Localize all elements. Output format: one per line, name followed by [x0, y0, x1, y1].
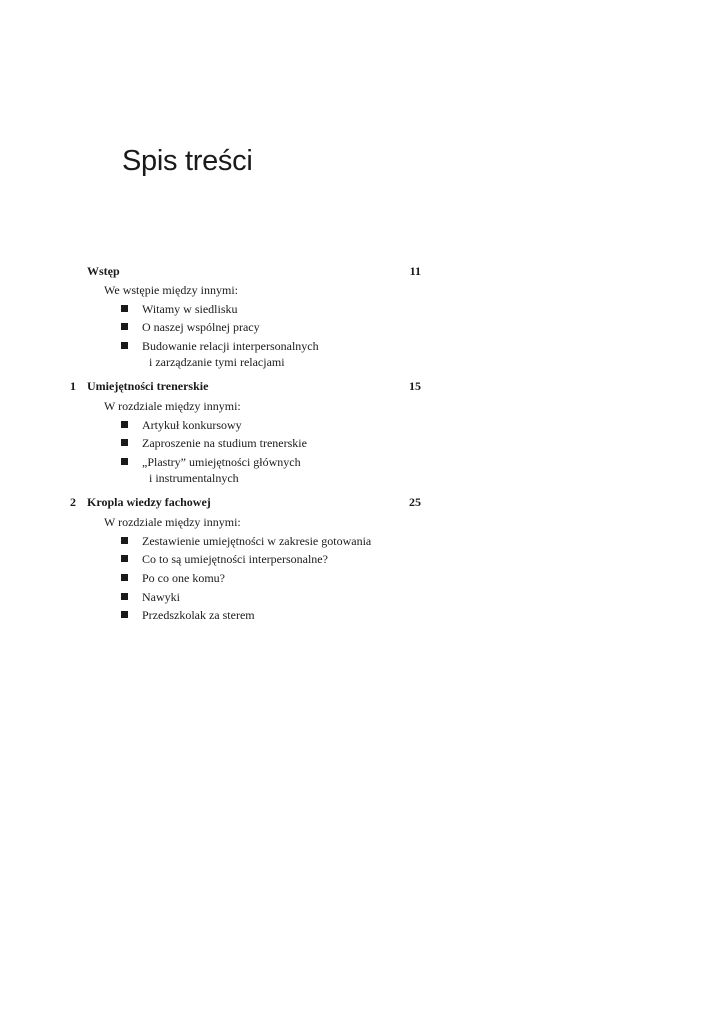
chapter-intro-text: We wstępie między innymi: [104, 283, 239, 297]
page-title: Spis treści [122, 145, 253, 177]
list-item-text: Po co one komu? [142, 571, 225, 585]
square-bullet-icon [121, 611, 128, 618]
list-item-text: Co to są umiejętności interpersonalne? [142, 552, 328, 566]
square-bullet-icon [121, 555, 128, 562]
list-item-text: Zestawienie umiejętności w zakresie gotowania [142, 534, 372, 548]
list-item-text: Artykuł konkursowy [142, 418, 242, 432]
chapter-number: 2 [70, 495, 76, 509]
square-bullet-icon [121, 439, 128, 446]
chapter-intro-text: W rozdziale między innymi: [104, 399, 241, 413]
chapter-title: Umiejętności trenerskie [87, 379, 209, 393]
square-bullet-icon [121, 537, 128, 544]
square-bullet-icon [121, 593, 128, 600]
square-bullet-icon [121, 305, 128, 312]
list-item-text: Zaproszenie na studium trenerskie [142, 436, 307, 450]
square-bullet-icon [121, 458, 128, 465]
list-item-text: O naszej wspólnej pracy [142, 320, 260, 334]
list-item-text: Budowanie relacji interpersonalnych [142, 339, 319, 353]
list-item-text: Witamy w siedlisku [142, 302, 238, 316]
square-bullet-icon [121, 323, 128, 330]
list-item-text: Przedszkolak za sterem [142, 608, 255, 622]
list-item-text: Nawyki [142, 590, 180, 604]
list-item-continuation-text: i instrumentalnych [149, 471, 239, 485]
chapter-page-number: 25 [409, 495, 421, 509]
chapter-title: Wstęp [87, 264, 120, 278]
square-bullet-icon [121, 421, 128, 428]
chapter-page-number: 15 [409, 379, 421, 393]
list-item-continuation-text: i zarządzanie tymi relacjami [149, 355, 285, 369]
chapter-number: 1 [70, 379, 76, 393]
chapter-intro-text: W rozdziale między innymi: [104, 515, 241, 529]
square-bullet-icon [121, 574, 128, 581]
chapter-page-number: 11 [409, 264, 421, 278]
square-bullet-icon [121, 342, 128, 349]
list-item-text: „Plastry” umiejętności głównych [142, 455, 301, 469]
chapter-title: Kropla wiedzy fachowej [87, 495, 211, 509]
